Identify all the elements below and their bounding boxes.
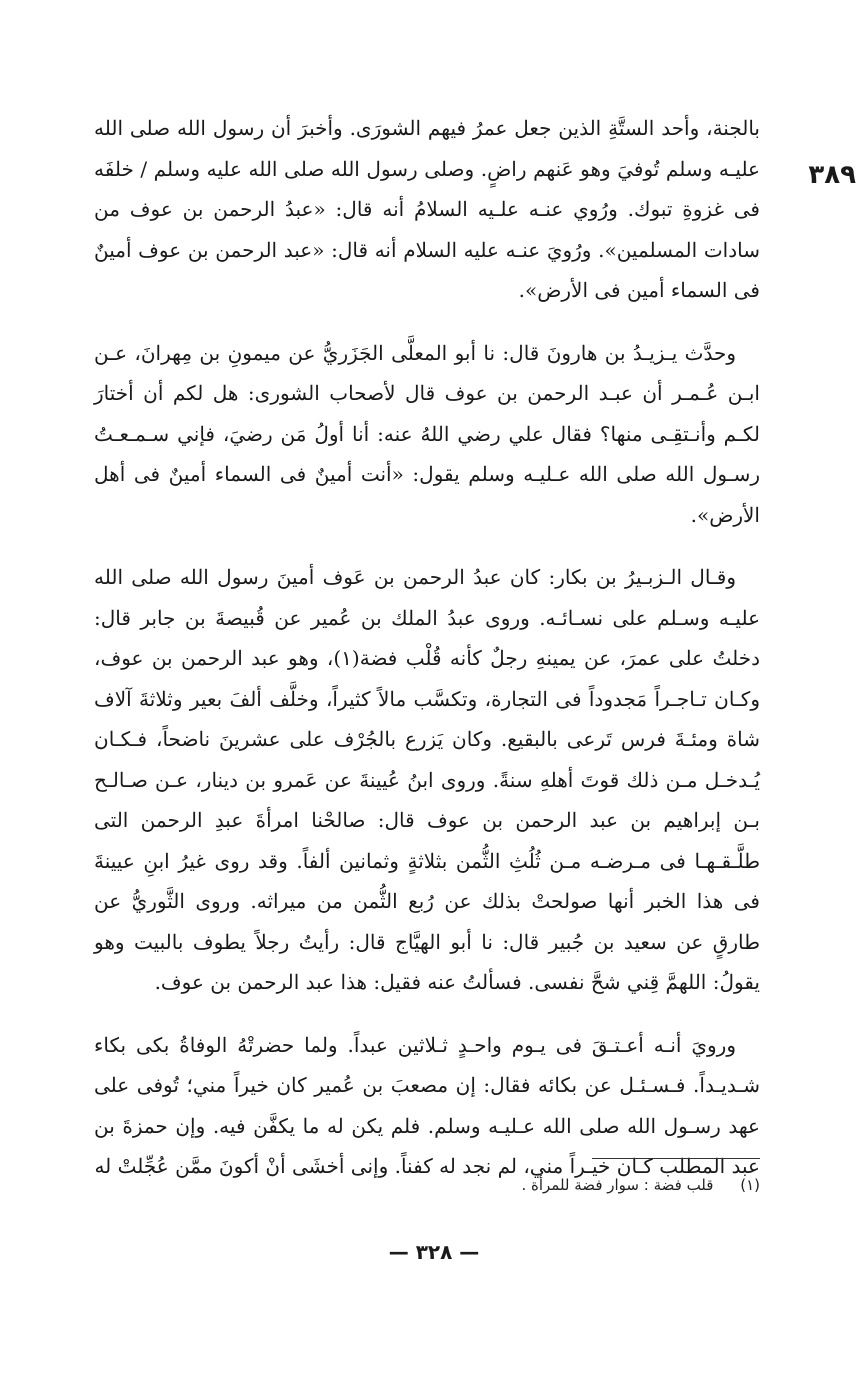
paragraph-1: بالجنة، وأحد الستَّةِ الذين جعل عمرُ فيهم الشورَى. وأخبرَ أن رسول الله صلى الله عليـه وسلم تُوفيَ وهو عَنهم راضٍ. وصلى رسول الله صلى الله عليه وسلم / خلفَه فى غزوةِ تبوك. ورُوي عنـه علـيه السلامُ أنه قال: «عبدُ الرحمن بن عوف من سادات المسلمين». ورُويَ عنـه عليه السلام أنه قال: «عبد الرحمن بن عوف أمينٌ فى السماء أمين فى الأرض». — [94, 116, 760, 302]
footnote-divider — [592, 1158, 760, 1159]
paragraph-3: وقـال الـزبـيرُ بن بكار: كان عبدُ الرحمن بن عَوف أمينَ رسول الله صلى الله عليـه وسـلم على نسـائـه. وروى عبدُ الملك بن عُمير عن قُبيصةَ بن جابر قال: دخلتُ على عمرَ، عن يمينهِ رجلٌ كأنه قُلْب فضة(١)، وهو عبد الرحمن بن عوف، وكـان تـاجـراً مَجدوداً فى التجارة، وتكسَّب مالاً كثيراً، وخلَّف ألفَ بعير وثلاثةَ آلاف شاة ومئـةَ فرس تَرعى بالبقيع. وكان يَزرع بالجُرْف على عشرينَ ناضحاً، فـكـان يُـدخـل مـن ذلك قوتَ أهلهِ سنةً. وروى ابنُ عُيينةَ عن عَمرو بن دينار، عـن صـالـح بـن إبراهيم بن عبد الرحمن بن عوف قال: صالحْنا امرأةَ عبدِ الرحمن التى طلَّـقـهـا فى مـرضـه مـن ثُلُثِ الثُّمن بثلاثةٍ وثمانين ألفاً. وقد روى غيرُ ابنِ عيينةَ فى هذا الخبر أنها صولحتْ بذلك عن رُبع الثُّمن من ميراثه. وروى الثَّوريُّ عن طارقٍ عن سعيد بن جُبير قال: نا أبو الهيَّاج قال: رأيتُ رجلاً يطوف بالبيت وهو يقولُ: اللهمَّ قِني شحَّ نفسى. فسألتُ عنه فقيل: هذا عبد الرحمن بن عوف. — [94, 565, 760, 994]
footnote — [94, 1176, 760, 1194]
footnote-text: قلب فضة : سوار فضة للمرأة . — [521, 1176, 714, 1194]
footnote-number: (١) — [740, 1176, 760, 1194]
paragraph-4: ورويَ أنـه أعـتـقَ فى يـوم واحـدٍ ثـلاثين عبداً. ولما حضرتْهُ الوفاةُ بكى بكاء شـديـداً. فـسـئـل عن بكائه فقال: إن مصعبَ بن عُمير كان خيراً مني؛ تُوفى على عهد رسـول الله صلى الله عـليـه وسلم. فلم يكن له ما يكفَّن فيه. وإن حمزةَ بن عبد المطلب كـان خيـراً مني، لم نجد له كفناً. وإنى أخشَى أنْ أكونَ ممَّن عُجِّلتْ له — [94, 1032, 760, 1178]
main-text — [94, 108, 760, 1209]
paragraph-2: وحدَّث يـزيـدُ بن هارونَ قال: نا أبو المعلَّى الجَزَريُّ عن ميمونِ بن مِهرانَ، عـن ابـن عُـمـر أن عبـد الرحمن بن عوف قال لأصحاب الشورى: هل لكم أن أختارَ لكـم وأنـتقِـى منها؟ فقال علي رضي اللهُ عنه: أنا أولُ مَن رضيَ، فإني سـمـعـتُ رسـول الله صلى الله عـليـه وسلم يقول: «أنت أمينٌ فى السماء أمينٌ فى أهل الأرض». — [94, 340, 760, 527]
page-number: — ٣٢٨ — — [388, 1240, 480, 1264]
margin-page-marker: ٣٨٩ — [808, 160, 856, 190]
